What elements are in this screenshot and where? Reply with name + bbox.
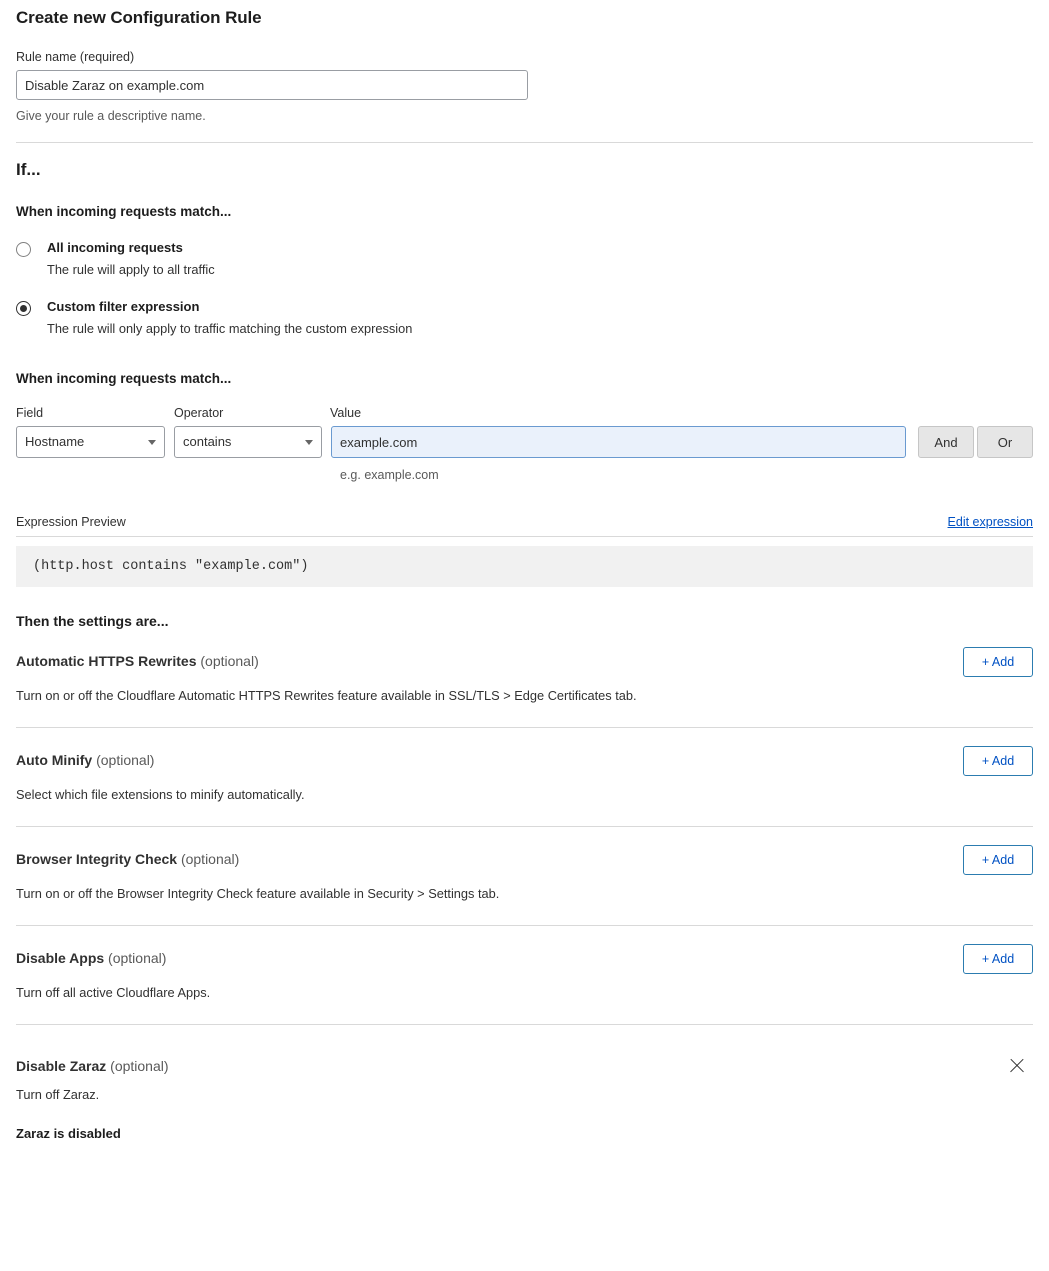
setting-automatic-https-rewrites bbox=[16, 629, 1033, 703]
radio-option-custom-filter[interactable] bbox=[16, 299, 1033, 337]
and-button[interactable]: And bbox=[918, 426, 974, 458]
setting-disable-apps bbox=[16, 925, 1033, 1000]
operator-select-value: contains bbox=[174, 426, 322, 458]
setting-name bbox=[16, 851, 239, 867]
rule-name-input[interactable] bbox=[16, 70, 528, 100]
add-button-browser-integrity-check[interactable]: + Add bbox=[963, 845, 1033, 875]
setting-description: Turn off all active Cloudflare Apps. bbox=[16, 985, 211, 1000]
expression-preview-code: (http.host contains "example.com") bbox=[16, 546, 1033, 587]
setting-name bbox=[16, 1058, 169, 1074]
setting-optional: (optional) bbox=[92, 752, 155, 768]
setting-title: Automatic HTTPS Rewrites bbox=[16, 653, 197, 669]
or-button[interactable]: Or bbox=[977, 426, 1033, 458]
setting-title: Disable Apps bbox=[16, 950, 105, 966]
radio-all-requests-label: All incoming requests bbox=[47, 240, 183, 255]
setting-title: Browser Integrity Check bbox=[16, 851, 178, 867]
page-title: Create new Configuration Rule bbox=[16, 8, 262, 27]
radio-all-requests-desc: The rule will apply to all traffic bbox=[47, 262, 215, 277]
expression-preview-header bbox=[16, 515, 1033, 537]
radio-custom-filter-desc: The rule will only apply to traffic matching the custom expression bbox=[47, 321, 413, 336]
rule-name-label: Rule name (required) bbox=[16, 50, 135, 64]
expression-preview-label: Expression Preview bbox=[16, 515, 126, 529]
if-section-title: If... bbox=[16, 160, 41, 179]
setting-description: Select which file extensions to minify automatically. bbox=[16, 787, 305, 802]
field-select-value: Hostname bbox=[16, 426, 165, 458]
close-icon[interactable] bbox=[1007, 1056, 1027, 1076]
expression-builder-heading: When incoming requests match... bbox=[16, 371, 232, 386]
setting-optional: (optional) bbox=[196, 653, 259, 669]
field-select[interactable] bbox=[16, 426, 165, 458]
add-button-auto-minify[interactable]: + Add bbox=[963, 746, 1033, 776]
setting-description: Turn on or off the Cloudflare Automatic HTTPS Rewrites feature available in SSL/TLS > Edge Certificates tab. bbox=[16, 688, 637, 703]
radio-all-requests-icon[interactable] bbox=[16, 242, 31, 257]
field-label: Field bbox=[16, 406, 44, 420]
setting-name bbox=[16, 752, 154, 768]
add-button-automatic-https-rewrites[interactable]: + Add bbox=[963, 647, 1033, 677]
setting-auto-minify bbox=[16, 727, 1033, 802]
match-heading: When incoming requests match... bbox=[16, 204, 232, 219]
setting-optional: (optional) bbox=[104, 950, 167, 966]
setting-disable-zaraz bbox=[16, 1024, 1033, 1141]
setting-description: Turn on or off the Browser Integrity Check feature available in Security > Settings tab. bbox=[16, 886, 500, 901]
edit-expression-link[interactable]: Edit expression bbox=[947, 515, 1033, 529]
setting-title: Disable Zaraz bbox=[16, 1058, 107, 1074]
setting-name bbox=[16, 950, 166, 966]
value-input[interactable] bbox=[331, 426, 906, 458]
configuration-rule-form bbox=[0, 8, 1049, 1141]
setting-optional: (optional) bbox=[106, 1058, 169, 1074]
status-badge: Zaraz is disabled bbox=[16, 1126, 121, 1141]
expression-builder bbox=[16, 406, 1033, 482]
radio-option-all-requests[interactable] bbox=[16, 240, 1033, 278]
radio-custom-filter-icon[interactable] bbox=[16, 301, 31, 316]
expression-builder-labels bbox=[16, 406, 1033, 420]
setting-browser-integrity-check bbox=[16, 826, 1033, 901]
rule-name-help: Give your rule a descriptive name. bbox=[16, 109, 206, 123]
setting-title: Auto Minify bbox=[16, 752, 93, 768]
value-hint: e.g. example.com bbox=[340, 468, 439, 482]
expression-controls bbox=[16, 426, 1033, 458]
radio-custom-filter-label: Custom filter expression bbox=[47, 299, 200, 314]
setting-optional: (optional) bbox=[177, 851, 240, 867]
then-section-title: Then the settings are... bbox=[16, 613, 169, 629]
setting-description: Turn off Zaraz. bbox=[16, 1087, 100, 1102]
operator-label: Operator bbox=[174, 406, 224, 420]
add-button-disable-apps[interactable]: + Add bbox=[963, 944, 1033, 974]
divider bbox=[16, 142, 1033, 143]
setting-name bbox=[16, 653, 259, 669]
value-label: Value bbox=[330, 406, 362, 420]
operator-select[interactable] bbox=[174, 426, 322, 458]
